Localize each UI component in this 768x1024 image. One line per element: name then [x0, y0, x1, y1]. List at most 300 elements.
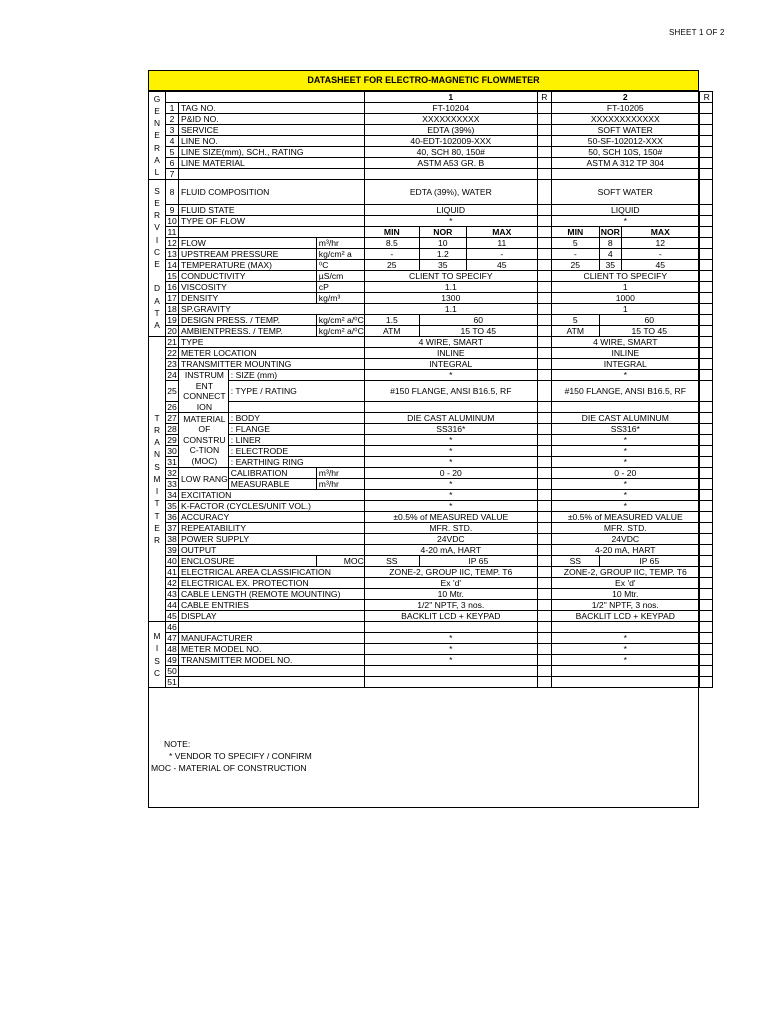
value: 0 - 20: [364, 468, 537, 479]
row-number: 22: [167, 348, 177, 358]
row-label: DISPLAY: [179, 611, 365, 622]
rev2-header: R: [699, 92, 712, 103]
value: 1: [551, 304, 699, 315]
row-number: 15: [167, 271, 177, 281]
revision-cell: [537, 304, 551, 315]
data-row-8: [149, 180, 713, 205]
revision-cell: [699, 370, 712, 381]
value-b: IP 65: [419, 556, 537, 567]
row-label: : BODY: [228, 413, 364, 424]
revision-cell: [537, 205, 551, 216]
revision-cell: [699, 180, 712, 205]
revision-cell: [699, 633, 712, 644]
datasheet-table: [148, 91, 713, 688]
row-label: : LINER: [228, 435, 364, 446]
row-number: 5: [166, 147, 179, 158]
value: BACKLIT LCD + KEYPAD: [551, 611, 699, 622]
value: ±0.5% of MEASURED VALUE: [364, 512, 537, 523]
revision-cell: [699, 103, 712, 114]
data-row-31: [149, 457, 713, 468]
row-unit: m³/hr: [316, 468, 364, 479]
revision-cell: [699, 293, 712, 304]
row-label: FLOW: [179, 238, 317, 249]
data-row-35: [149, 501, 713, 512]
value: ZONE-2, GROUP IIC, TEMP. T6: [551, 567, 699, 578]
row-label: [179, 666, 365, 677]
row-label: [179, 227, 365, 238]
value-a: 5: [551, 315, 599, 326]
row-number: 46: [167, 622, 177, 632]
data-row-21: [149, 337, 713, 348]
revision-cell: [537, 125, 551, 136]
value: MFR. STD.: [364, 523, 537, 534]
data-row-20: [149, 326, 713, 337]
row-label: ENCLOSURE: [179, 556, 317, 567]
row-label: TYPE: [179, 337, 365, 348]
revision-cell: [537, 534, 551, 545]
revision-cell: [537, 545, 551, 556]
row-unit: m³/hr: [316, 238, 364, 249]
value: *: [551, 655, 699, 666]
row-unit: kg/cm² a/⁰C: [316, 315, 364, 326]
data-row-15: [149, 271, 713, 282]
data-row-12: [149, 238, 713, 249]
value-max: 45: [621, 260, 699, 271]
value: *: [364, 490, 537, 501]
row-number: 24: [167, 370, 177, 381]
value: Ex 'd': [551, 578, 699, 589]
row-number: 38: [167, 534, 177, 544]
data-row-38: [149, 534, 713, 545]
notes-section: [151, 738, 312, 774]
row-label: TAG NO.: [179, 103, 365, 114]
row-label: CABLE LENGTH (REMOTE MOUNTING): [179, 589, 365, 600]
row-number: 20: [167, 326, 177, 336]
row-label: UPSTREAM PRESSURE: [179, 249, 317, 260]
value: *: [364, 633, 537, 644]
revision-cell: [699, 567, 712, 578]
row-label: OUTPUT: [179, 545, 365, 556]
value-b: IP 65: [599, 556, 699, 567]
row-number: 1: [166, 103, 179, 114]
data-row-29: [149, 435, 713, 446]
row-number: 32: [167, 468, 177, 478]
row-label: P&ID NO.: [179, 114, 365, 125]
revision-cell: [699, 479, 712, 490]
value-a: ATM: [551, 326, 599, 337]
data-row-19: [149, 315, 713, 326]
value: EDTA (39%): [364, 125, 537, 136]
row-label: : FLANGE: [228, 424, 364, 435]
value: *: [364, 644, 537, 655]
value: FT-10204: [364, 103, 537, 114]
revision-cell: [699, 114, 712, 125]
range-min: MIN: [364, 227, 419, 238]
data-row-40: [149, 556, 713, 567]
row-label: CABLE ENTRIES: [179, 600, 365, 611]
row-unit: m³/hr: [316, 479, 364, 490]
value: *: [551, 501, 699, 512]
data-row-23: [149, 359, 713, 370]
rev1-header: R: [537, 92, 551, 103]
value: LIQUID: [551, 205, 699, 216]
data-row-30: [149, 446, 713, 457]
value: Ex 'd': [364, 578, 537, 589]
revision-cell: [699, 534, 712, 545]
row-number: 12: [167, 238, 177, 248]
sheet-number: SHEET 1 OF 2: [669, 28, 725, 37]
data-row-47: [149, 633, 713, 644]
row-number: 8: [166, 180, 179, 205]
revision-cell: [699, 205, 712, 216]
row-number: 43: [167, 589, 177, 599]
revision-cell: [699, 611, 712, 622]
row-label: LINE NO.: [179, 136, 365, 147]
revision-cell: [537, 147, 551, 158]
revision-cell: [537, 271, 551, 282]
row-number: 35: [167, 501, 177, 511]
revision-cell: [537, 523, 551, 534]
row-label: : TYPE / RATING: [228, 381, 364, 401]
revision-cell: [699, 468, 712, 479]
row-number: 39: [167, 545, 177, 555]
row-label: DENSITY: [179, 293, 317, 304]
revision-cell: [537, 655, 551, 666]
value: [551, 169, 699, 180]
value-b: 15 TO 45: [599, 326, 699, 337]
row-unit: MOC: [316, 556, 364, 567]
value: 4-20 mA, HART: [364, 545, 537, 556]
row-number: 47: [167, 633, 177, 643]
value: 50-SF-102012-XXX: [551, 136, 699, 147]
range-nor: NOR: [600, 227, 620, 237]
value: 1300: [364, 293, 537, 304]
value: XXXXXXXXXXXX: [551, 114, 699, 125]
revision-cell: [699, 457, 712, 468]
revision-cell: [699, 216, 712, 227]
value: *: [551, 435, 699, 446]
value: 10 Mtr.: [551, 589, 699, 600]
value: 24VDC: [364, 534, 537, 545]
value-min: 8.5: [364, 238, 419, 249]
row-unit: µS/cm: [316, 271, 364, 282]
revision-cell: [537, 413, 551, 424]
row-number: 14: [167, 260, 177, 270]
value: 1/2" NPTF, 3 nos.: [551, 600, 699, 611]
row-label: SP.GRAVITY: [179, 304, 365, 315]
row-label: DESIGN PRESS. / TEMP.: [179, 315, 317, 326]
data-row-48: [149, 644, 713, 655]
row-unit: ⁰C: [316, 260, 364, 271]
value: XXXXXXXXXX: [364, 114, 537, 125]
revision-cell: [699, 136, 712, 147]
row-label: METER MODEL NO.: [179, 644, 365, 655]
value: 0 - 20: [551, 468, 699, 479]
data-row-37: [149, 523, 713, 534]
revision-cell: [537, 622, 551, 633]
revision-cell: [537, 479, 551, 490]
value: 10 Mtr.: [364, 589, 537, 600]
row-number: 48: [167, 644, 177, 654]
value: #150 FLANGE, ANSI B16.5, RF: [364, 381, 537, 401]
category-service: S E R V I C E D A T A: [149, 180, 166, 337]
revision-cell: [699, 545, 712, 556]
value-a: SS: [551, 556, 599, 567]
row-number: 41: [167, 567, 177, 577]
value-b: 60: [599, 315, 699, 326]
revision-cell: [537, 446, 551, 457]
value: *: [364, 479, 537, 490]
row-number: 33: [167, 479, 177, 489]
data-row-24: [149, 370, 713, 381]
revision-cell: [537, 611, 551, 622]
data-row-34: [149, 490, 713, 501]
value: [364, 666, 537, 677]
row-label: [179, 169, 365, 180]
data-row-42: [149, 578, 713, 589]
data-row-11: [149, 227, 713, 238]
range-max: MAX: [621, 227, 699, 238]
value: *: [364, 457, 537, 468]
revision-cell: [699, 315, 712, 326]
revision-cell: [537, 556, 551, 567]
data-row-14: [149, 260, 713, 271]
revision-cell: [537, 359, 551, 370]
revision-cell: [699, 381, 712, 401]
value: BACKLIT LCD + KEYPAD: [364, 611, 537, 622]
data-row-5: [149, 147, 713, 158]
value-b: 15 TO 45: [419, 326, 537, 337]
data-row-25: [149, 381, 713, 401]
row-label: TEMPERATURE (MAX): [179, 260, 317, 271]
range-min: MIN: [551, 227, 599, 238]
category-transmitter: T R A N S M I T T E R: [149, 337, 166, 622]
row-number: 9: [166, 205, 179, 216]
value-min: -: [364, 249, 419, 260]
value: *: [551, 479, 699, 490]
revision-cell: [699, 424, 712, 435]
row-number: 51: [167, 677, 177, 687]
value-b: 60: [419, 315, 537, 326]
value: *: [551, 216, 699, 227]
group-label: MATERIAL OF CONSTRU C-TION (MOC): [179, 413, 229, 468]
revision-cell: [699, 622, 712, 633]
data-row-4: [149, 136, 713, 147]
row-label: METER LOCATION: [179, 348, 365, 359]
revision-cell: [699, 435, 712, 446]
revision-cell: [537, 227, 551, 238]
revision-cell: [699, 556, 712, 567]
value: INTEGRAL: [364, 359, 537, 370]
value: INTEGRAL: [551, 359, 699, 370]
value: [551, 666, 699, 677]
data-row-46: [149, 622, 713, 633]
data-row-16: [149, 282, 713, 293]
row-number: 26: [167, 401, 177, 412]
value: 1.1: [364, 304, 537, 315]
value: *: [551, 633, 699, 644]
value-max: 45: [466, 260, 537, 271]
revision-cell: [537, 589, 551, 600]
revision-cell: [699, 125, 712, 136]
row-label: FLUID STATE: [179, 205, 365, 216]
value: *: [364, 435, 537, 446]
row-label: ELECTRICAL AREA CLASSIFICATION: [179, 567, 365, 578]
revision-cell: [537, 216, 551, 227]
row-number: 29: [167, 435, 177, 445]
value: INLINE: [551, 348, 699, 359]
row-number: 36: [167, 512, 177, 522]
value: CLIENT TO SPECIFY: [364, 271, 537, 282]
value-nor: 35: [599, 260, 621, 271]
value-min: 25: [364, 260, 419, 271]
data-row-13: [149, 249, 713, 260]
row-number: 4: [166, 136, 179, 147]
notes-heading: NOTE:: [164, 739, 191, 749]
value: [364, 401, 537, 412]
value-nor: 8: [599, 238, 621, 249]
blank-header: [166, 92, 365, 103]
data-row-43: [149, 589, 713, 600]
revision-cell: [699, 413, 712, 424]
value: 40, SCH 80, 150#: [364, 147, 537, 158]
data-row-33: [149, 479, 713, 490]
row-number: 42: [167, 578, 177, 588]
revision-cell: [537, 136, 551, 147]
value: *: [551, 370, 699, 381]
revision-cell: [699, 238, 712, 249]
datasheet-title: DATASHEET FOR ELECTRO-MAGNETIC FLOWMETER: [148, 70, 699, 91]
value-nor: 10: [419, 238, 466, 249]
value: 40-EDT-102009-XXX: [364, 136, 537, 147]
row-number: 7: [166, 169, 179, 180]
revision-cell: [537, 293, 551, 304]
revision-cell: [699, 589, 712, 600]
value: [364, 677, 537, 688]
revision-cell: [699, 348, 712, 359]
value: ±0.5% of MEASURED VALUE: [551, 512, 699, 523]
revision-cell: [537, 677, 551, 688]
data-row-10: [149, 216, 713, 227]
value: ASTM A 312 TP 304: [551, 158, 699, 169]
value: 50, SCH 10S, 150#: [551, 147, 699, 158]
revision-cell: [699, 304, 712, 315]
revision-cell: [537, 424, 551, 435]
revision-cell: [699, 337, 712, 348]
revision-cell: [699, 523, 712, 534]
row-unit: kg/m³: [316, 293, 364, 304]
value: #150 FLANGE, ANSI B16.5, RF: [551, 381, 699, 401]
revision-cell: [537, 249, 551, 260]
revision-cell: [537, 282, 551, 293]
revision-cell: [699, 512, 712, 523]
value: [364, 169, 537, 180]
row-number: 10: [167, 216, 177, 226]
revision-cell: [699, 359, 712, 370]
revision-cell: [537, 337, 551, 348]
value: EDTA (39%), WATER: [364, 180, 537, 205]
data-row-49: [149, 655, 713, 666]
data-row-26: [149, 401, 713, 412]
row-number: 18: [167, 304, 177, 314]
revision-cell: [537, 103, 551, 114]
revision-cell: [537, 180, 551, 205]
row-label: ELECTRICAL EX. PROTECTION: [179, 578, 365, 589]
value: ASTM A53 GR. B: [364, 158, 537, 169]
value: [551, 622, 699, 633]
note-vendor: * VENDOR TO SPECIFY / CONFIRM: [169, 751, 312, 761]
row-label: TRANSMITTER MODEL NO.: [179, 655, 365, 666]
row-label: POWER SUPPLY: [179, 534, 365, 545]
header-row: [149, 92, 713, 103]
row-number: 25: [166, 381, 179, 401]
row-label: [228, 401, 364, 412]
row-label: [179, 677, 365, 688]
value: SS316*: [364, 424, 537, 435]
value: [364, 622, 537, 633]
group-label: INSTRUM ENT CONNECT ION: [179, 370, 229, 413]
col1-header: 1: [364, 92, 537, 103]
revision-cell: [699, 446, 712, 457]
value: *: [551, 457, 699, 468]
revision-cell: [699, 600, 712, 611]
row-label: TYPE OF FLOW: [179, 216, 365, 227]
data-row-28: [149, 424, 713, 435]
value-max: 11: [466, 238, 537, 249]
category-general: G E N E R A L: [149, 92, 166, 180]
revision-cell: [537, 114, 551, 125]
data-row-39: [149, 545, 713, 556]
revision-cell: [537, 326, 551, 337]
data-row-45: [149, 611, 713, 622]
value-min: 25: [551, 260, 599, 271]
row-label: CONDUCTIVITY: [179, 271, 317, 282]
revision-cell: [699, 501, 712, 512]
value-min: 5: [551, 238, 599, 249]
data-row-2: [149, 114, 713, 125]
col2-header: 2: [551, 92, 699, 103]
row-number: 49: [167, 655, 177, 665]
value: FT-10205: [551, 103, 699, 114]
row-unit: kg/cm² a/⁰C: [316, 326, 364, 337]
value: LIQUID: [364, 205, 537, 216]
revision-cell: [537, 457, 551, 468]
revision-cell: [537, 158, 551, 169]
revision-cell: [537, 633, 551, 644]
revision-cell: [699, 401, 712, 412]
revision-cell: [699, 326, 712, 337]
revision-cell: [537, 401, 551, 412]
revision-cell: [699, 677, 712, 688]
row-number: 6: [166, 158, 179, 169]
row-label: FLUID COMPOSITION: [179, 180, 365, 205]
value-a: ATM: [364, 326, 419, 337]
value: SOFT WATER: [551, 180, 699, 205]
row-label: : SIZE (mm): [228, 370, 364, 381]
row-number: 17: [167, 293, 177, 303]
value-nor: 4: [599, 249, 621, 260]
revision-cell: [699, 169, 712, 180]
row-number: 31: [167, 457, 177, 467]
row-number: 34: [167, 490, 177, 500]
value: *: [551, 446, 699, 457]
row-number: 40: [167, 556, 177, 566]
row-label: AMBIENTPRESS. / TEMP.: [179, 326, 317, 337]
value: SS316*: [551, 424, 699, 435]
row-label: VISCOSITY: [179, 282, 317, 293]
revision-cell: [537, 238, 551, 249]
value: CLIENT TO SPECIFY: [551, 271, 699, 282]
